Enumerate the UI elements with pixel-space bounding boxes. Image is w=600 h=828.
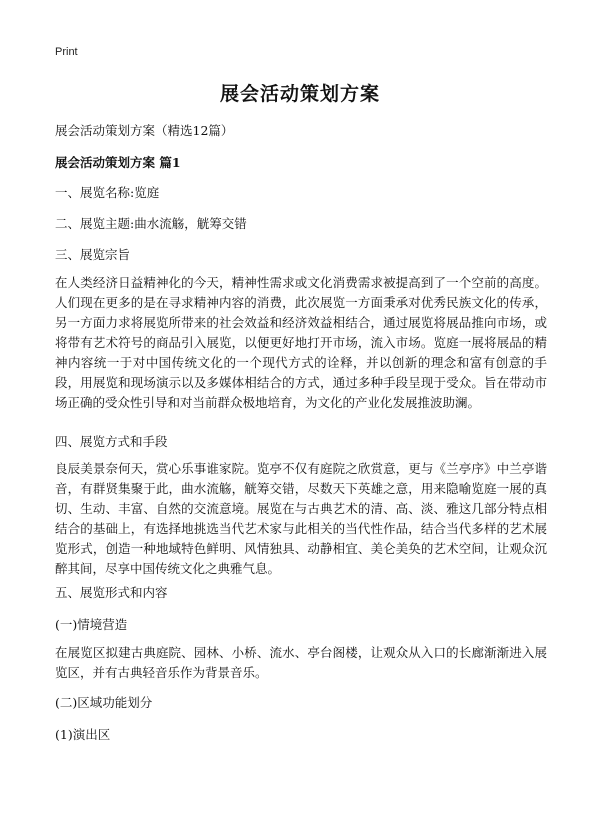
list-item-exhibition-method: 四、展览方式和手段: [55, 434, 168, 449]
sub-heading-scene: (一)情境营造: [55, 617, 128, 632]
list-item-exhibition-theme: 二、展览主题:曲水流觞，觥筹交错: [55, 216, 247, 231]
list-item-exhibition-purpose: 三、展览宗旨: [55, 247, 131, 262]
document-subtitle: 展会活动策划方案（精选12篇）: [55, 123, 234, 138]
sub-heading-performance: (1)演出区: [55, 727, 111, 742]
paragraph-scene: 在展览区拟建古典庭院、园林、小桥、流水、亭台阁楼，让观众从入口的长廊渐渐进入展览区，并有古典轻音乐作为背景音乐。: [55, 645, 547, 680]
list-item-exhibition-form: 五、展览形式和内容: [55, 585, 168, 600]
paragraph-method: 良辰美景奈何天，赏心乐事谁家院。览亭不仅有庭院之欣赏意，更与《兰亭序》中兰亭谐音，有群贤集聚于此，曲水流觞，觥筹交错，尽数天下英雄之意，用来隐喻览庭一展的真切、生动、丰富、自然的交流意境。展览在与古典艺术的清、高、淡、雅这几部分特点相结合的基础上，有选择地挑选当代艺术家与此相关的当代性作品，结合当代多样的艺术展览形式，创造一种地域特色鲜明、风情独具、动静相宜、美仑美奂的艺术空间，让观众沉醉其间，尽享中国传统文化之典雅气息。: [55, 461, 547, 576]
list-item-exhibition-name: 一、展览名称:览庭: [55, 185, 160, 200]
page-title: 展会活动策划方案: [219, 83, 380, 105]
print-link[interactable]: Print: [55, 46, 78, 58]
paragraph-purpose: 在人类经济日益精神化的今天，精神性需求或文化消费需求被提高到了一个空前的高度。人们现在更多的是在寻求精神内容的消费，此次展览一方面秉承对优秀民族文化的传承，另一方面力求将展览所带来的社会效益和经济效益相结合，通过展览将展品推向市场，或将带有艺术符号的商品引入展览，以便更好地打开市场，流入市场。览庭一展将展品的精神内容统一于对中国传统文化的一个现代方式的诠释，并以创新的理念和富有创意的手段，用展览和现场演示以及多媒体相结合的方式，通过多种手段呈现于受众。旨在带动市场正确的受众性引导和对当前群众极地培育，为文化的产业化发展推波助澜。: [55, 275, 547, 410]
section-heading: 展会活动策划方案 篇1: [55, 155, 181, 170]
sub-heading-zones: (二)区域功能划分: [55, 695, 153, 710]
